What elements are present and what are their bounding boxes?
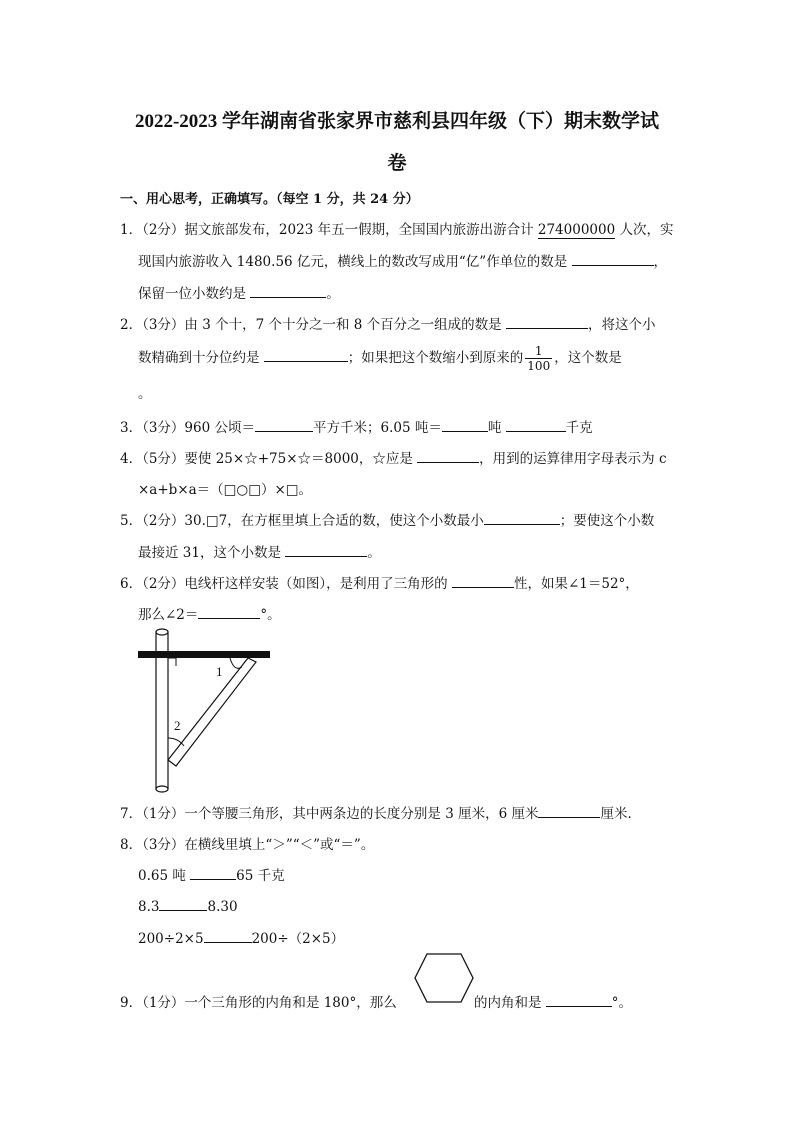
answer-blank[interactable] bbox=[572, 251, 654, 266]
angle-2-label: 2 bbox=[174, 718, 181, 733]
pole-top bbox=[156, 629, 168, 635]
answer-blank[interactable] bbox=[285, 542, 367, 557]
fraction: $\frac{1}{100}$ bbox=[527, 344, 551, 373]
question-2-line1: 2．（3分）由 3 个十，7 个十分之一和 8 个百分之一组成的数是 ，将这个小 bbox=[120, 313, 655, 333]
underlined-number: 274000000 bbox=[537, 222, 616, 238]
question-2-line2: 数精确到十分位约是 ；如果把这个数缩小到原来的 $\frac{1}{100}$ ，这个数是 bbox=[138, 344, 622, 373]
angle-1-label: 1 bbox=[216, 664, 223, 679]
question-8-row2: 8.3 8.30 bbox=[138, 896, 238, 915]
answer-blank[interactable] bbox=[417, 448, 479, 463]
brace bbox=[168, 658, 256, 766]
right-angle-mark bbox=[168, 658, 176, 666]
question-1-line1: 1．（2分）据文旅部发布，2023 年五一假期，全国国内旅游出游合计 274000000 人次，实 bbox=[120, 222, 674, 238]
question-8-row3: 200÷2×5 200÷（2×5） bbox=[138, 927, 344, 947]
answer-blank[interactable] bbox=[198, 604, 260, 619]
pole-bottom bbox=[156, 786, 168, 792]
exam-title-line1: 2022-2023 学年湖南省张家界市慈利县四年级（下）期末数学试 bbox=[134, 111, 660, 132]
answer-blank[interactable] bbox=[442, 417, 488, 432]
answer-blank[interactable] bbox=[204, 928, 252, 943]
angle-1-arc bbox=[230, 658, 242, 668]
question-1-line3: 保留一位小数约是 。 bbox=[138, 282, 340, 302]
answer-blank[interactable] bbox=[190, 865, 236, 880]
answer-blank[interactable] bbox=[255, 417, 313, 432]
answer-blank[interactable] bbox=[484, 510, 560, 525]
question-6-line1: 6．（2分）电线杆这样安装（如图），是利用了三角形的 性，如果∠1＝52°， bbox=[120, 572, 639, 592]
question-8-row1: 0.65 吨 65 千克 bbox=[138, 864, 285, 884]
answer-blank[interactable] bbox=[546, 992, 612, 1007]
question-1-line2: 现国内旅游收入 1480.56 亿元，横线上的数改写成用“亿”作单位的数是 ， bbox=[138, 250, 667, 270]
answer-blank[interactable] bbox=[250, 283, 326, 298]
answer-blank[interactable] bbox=[452, 573, 514, 588]
section-heading: 一、用心思考，正确填写。（每空 1 分，共 24 分） bbox=[120, 192, 419, 207]
answer-blank[interactable] bbox=[506, 417, 566, 432]
answer-blank[interactable] bbox=[264, 347, 348, 362]
crossbar bbox=[138, 651, 270, 658]
answer-blank[interactable] bbox=[159, 896, 207, 911]
question-9-part2: 的内角和是 °。 bbox=[474, 991, 632, 1011]
question-3: 3．（3分）960 公顷＝ 平方千米；6.05 吨＝ 吨 千克 bbox=[120, 416, 593, 436]
answer-blank[interactable] bbox=[506, 314, 588, 329]
question-4-line2: ×a+b×a＝（□○□）×□。 bbox=[138, 482, 313, 498]
question-6-line2: 那么∠2＝ °。 bbox=[138, 603, 281, 623]
question-9-part1: 9．（1分）一个三角形的内角和是 180°，那么 bbox=[120, 995, 397, 1011]
utility-pole-figure bbox=[130, 624, 280, 794]
answer-blank[interactable] bbox=[538, 803, 600, 818]
question-2-line3: 。 bbox=[138, 386, 152, 402]
question-5-line1: 5．（2分）30.□7，在方框里填上合适的数，使这个小数最小 ；要使这个小数 bbox=[120, 509, 654, 529]
question-8: 8．（3分）在横线里填上“＞”“＜”或“＝”。 bbox=[120, 837, 375, 853]
exam-title-line2: 卷 bbox=[387, 153, 407, 174]
hexagon-icon bbox=[413, 952, 475, 1004]
question-5-line2: 最接近 31，这个小数是 。 bbox=[138, 541, 381, 561]
question-4-line1: 4．（5分）要使 25×☆+75×☆＝8000，☆应是 ，用到的运算律用字母表示为 c bbox=[120, 447, 667, 467]
question-7: 7．（1分）一个等腰三角形，其中两条边的长度分别是 3 厘米，6 厘米 厘米． bbox=[120, 802, 641, 822]
